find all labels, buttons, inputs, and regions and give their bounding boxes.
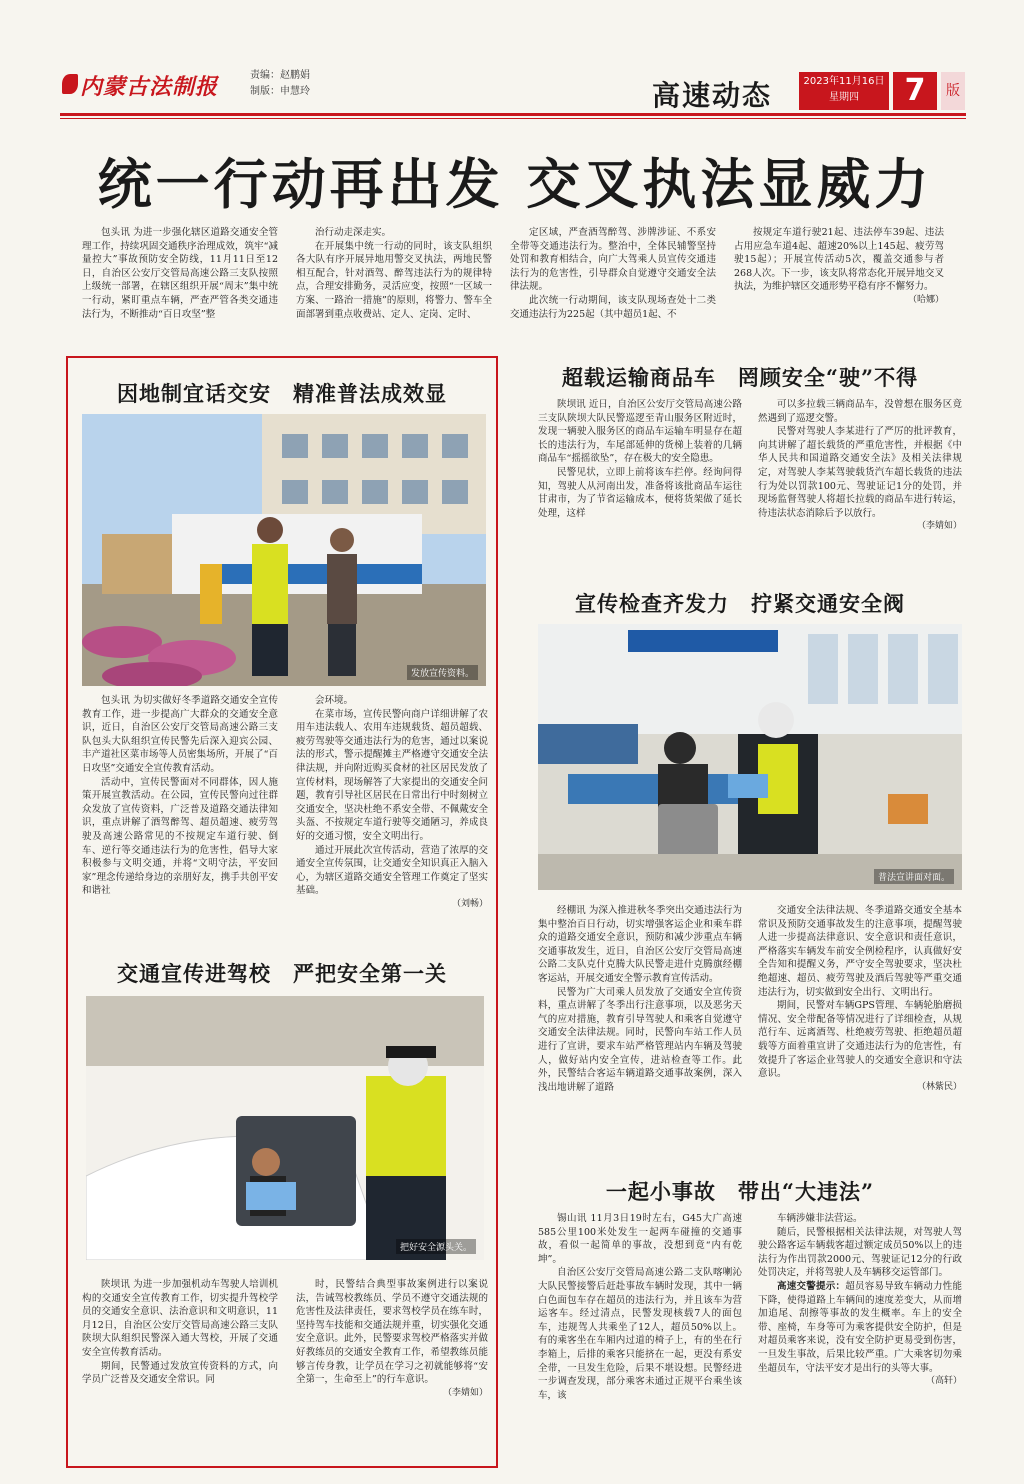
driving-school-photo [86,996,484,1260]
editor-credits [250,68,310,100]
article-b-title: 交通宣传进驾校 严把安全第一关 [117,961,447,986]
article-e-column-2 [758,1212,962,1389]
article-a-author: （刘畅） [451,898,488,909]
bus-station-photo [538,624,962,890]
tip-label: 高速交警提示： [777,1280,846,1292]
article-d-title: 宣传检查齐发力 拧紧交通安全阀 [575,591,905,616]
article-e-title: 一起小事故 带出“大违法” [605,1179,875,1204]
section-title: 高速动态 [652,79,773,112]
page-ban-label: 版 [941,72,965,110]
lead-column-3 [510,226,716,321]
newspaper-logo: 内蒙古法制报 [80,74,219,100]
article-d-author: （林紫民） [916,1081,962,1092]
article-b-author: （李婧如） [442,1387,488,1398]
article-c-column-1 [538,398,742,520]
lead-column-2 [296,226,492,321]
lead-text: 按规定车道行驶21起、违法停车39起、违法占用应急车道4起、超速20%以上145起、疲劳驾驶15起）；开展宣传活动5次，覆盖交通参与者268人次。下一步，该支队将常态化开展异地交叉执法，为维护辖区交通形势平稳有序不懈努力。 [734,227,944,293]
article-e-author: （高轩） [925,1376,962,1387]
article-a-photo [82,414,486,686]
producer-name: 制版：申慧玲 [250,86,310,97]
article-d-text: 经棚讯 为深入推进秋冬季突出交通违法行为集中整治百日行动，切实增强客运企业和乘车群众的道路交通安全意识，预防和减少涉重点车辆交通事故发生，近日，自治区公安厅交管局高速公路二支队克什克腾大队民警走进什克腾旗经棚客运站，开展交通安全警示教育宣传活动。 民警为广大司乘人员发放了交通安全宣传资料，重点讲解了冬季出行注意事项，以及恶劣天气的应对措施，教育引导驾驶人和乘客自觉遵守交通安全法律法规。同时，民警向车站工作人员进行了宣讲，要求车站严格管理站内车辆及驾驶人，做好站内安全宣传，进站检查等工作。此外，民警结合客运车辆道路交通事故案例，深入浅出地讲解了道路 [538,905,742,1093]
lead-text: 治行动走深走实。 在开展集中统一行动的同时，该支队组织各大队有序开展异地用警交叉执法，两地民警相互配合，针对酒驾、醉驾违法行为的规律特点，合理安排勤务，灵活应变，按照“一区域一方案、一路治一措施”的原则，将警力、警车全面部署到重点收费站、定人、定岗、定时、 [296,227,492,320]
article-d-column-2 [758,904,962,1094]
masthead-rule [60,113,966,116]
article-a-caption: 发放宣传资料。 [407,665,478,680]
editor-name: 责编：赵鹏娟 [250,70,310,81]
lead-text: 定区域，严查酒驾醉驾、涉牌涉证、不系安全带等交通违法行为。整治中，全体民辅警坚持处罚和教育相结合，向广大驾乘人员宣传交通违法行为的危害性，引导群众自觉遵守交通安全法律法规。 此次统一行动期间，该支队现场查处十二类交通违法行为225起（其中超员1起、不 [510,227,716,320]
article-b-photo [86,996,484,1260]
lead-author: （哈娜） [907,294,944,305]
issue-weekday: 星期四 [829,92,859,103]
article-a-text: 包头讯 为切实做好冬季道路交通安全宣传教育工作，进一步提高广大群众的交通安全意识，近日，自治区公安厅交管局高速公路三支队包头大队组织宣传民警先后深入迎宾公园、丰产道社区菜市场等人员密集场所，开展了“百日攻坚”交通安全宣传教育活动。 活动中，宣传民警面对不同群体，因人施策开展宣教活动。在公园，宣传民警向过往群众发放了宣传资料，广泛普及道路交通法律知识，重点讲解了酒驾醉驾、超员超速、疲劳驾驶及高速公路常见的不按规定车道行驶、倒车、逆行等交通违法行为的危害性，倡导大家积极参与文明交通，并将“文明守法，平安回家”理念传递给身边的亲朋好友，携手共创平安和谐社 [82,695,278,897]
date-box [799,72,889,110]
article-a-column-1 [82,694,278,898]
article-d-text: 交通安全法律法规、冬季道路交通安全基本常识及预防交通事故发生的注意事项，提醒驾驶人进一步提高法律意识、安全意识和责任意识，严格落实车辆发车前安全例检程序，认真做好安全告知和提醒义务，严守安全驾驶要求，坚决杜绝超速、超员、疲劳驾驶及酒后驾驶等严重交通违法行为，切实做到安全出行、文明出行。 期间，民警对车辆GPS管理、车辆轮胎磨损情况、安全带配备等情况进行了详细检查，从规范行车、远离酒驾、杜绝疲劳驾驶、拒绝超员超载等方面着重宣讲了交通违法行为的危害性，有效提升了客运企业驾驶人的交通安全意识和守法意识。 [758,905,962,1080]
logo-mark-icon [62,74,78,94]
page-number: 7 [893,72,937,110]
lead-column-4 [734,226,944,308]
article-b-text: 时，民警结合典型事故案例进行以案说法，告诫驾校教练员、学员不遵守交通法规的危害性及法律责任，要求驾校学员在练车时，坚持驾车技能和交通法规并重，切实强化交通安全意识。此外，民警要求驾校严格落实并做好教练员的交通安全教育工作，希望教练员能够言传身教，让学员在学习之初就能够将“安全第一，生命至上”的行车意识。 [296,1279,488,1386]
article-c-text: 可以多拉载三辆商品车，没曾想在服务区竟然遇到了巡逻交警。 民警对驾驶人李某进行了严厉的批评教育，向其讲解了超长载货的严重危害性，并根据《中华人民共和国道路交通安全法》及相关法律规定，对驾驶人李某驾驶载货汽车超长载货的违法行为处以罚款100元、驾驶证记1分的处罚，并现场监督驾驶人将超长拉载的商品车进行转运，待违法状态消除后予以放行。 [758,399,962,519]
article-c-author: （李婧如） [916,521,962,532]
article-e-text: 车辆涉嫌非法营运。 随后，民警根据相关法律法规，对驾驶人驾驶公路客运车辆载客超过额定成员50%以上的违法行为作出罚款2000元、驾驶证记12分的行政处罚决定，并将驾驶人及车辆移交运管部门。 [758,1213,962,1279]
lead-text: 包头讯 为进一步强化辖区道路交通安全管理工作，持续巩固交通秩序治理成效，筑牢“减量控大”事故预防安全防线，11月11日至12日，自治区公安厅交管局高速公路三支队按照上级统一部署，在辖区组织开展“周末”集中统一行动，紧盯重点车辆，严查严管各类交通违法行为，不断推动“百日攻坚”整 [82,227,278,320]
article-a-column-2 [296,694,488,912]
masthead-rule-thin [60,118,966,119]
article-d-caption: 普法宣讲面对面。 [874,869,954,884]
article-b-caption: 把好安全源头关。 [396,1239,476,1254]
main-headline: 统一行动再出发 交叉执法显威力 [97,152,933,216]
article-d-photo [538,624,962,890]
article-c-text: 陕坝讯 近日，自治区公安厅交管局高速公路三支队陕坝大队民警巡逻至青山服务区附近时，发现一辆驶入服务区的商品车运输车明显存在超长的违法行为，车尾部延伸的货梯上装着的几辆商品车“摇摇欲坠”，存在极大的安全隐患。 民警见状，立即上前将该车拦停。经询问得知，驾驶人从河南出发，准备将该批商品车运往甘肃市，为了节省运输成本，便将货架做了延长处理，这样 [538,399,742,519]
article-e-tip [758,1280,962,1375]
article-b-column-2 [296,1278,488,1400]
roadside-propaganda-photo [82,414,486,686]
article-c-column-2 [758,398,962,534]
article-c-title: 超载运输商品车 罔顾安全“驶”不得 [561,365,919,390]
article-d-column-1 [538,904,742,1094]
lead-column-1 [82,226,278,321]
issue-date: 2023年11月16日 [803,76,885,87]
tip-text: 超员容易导致车辆动力性能下降，使得道路上车辆间的速度差变大，从而增加追尾、刮擦等事故的发生概率。车上的安全带、座椅，车身等可为乘客提供安全防护，但是对超员乘客来说，没有安全防护更易受到伤害，一旦发生事故，后果比较严重。广大乘客切勿乘坐超员车，守法平安才是出行的头等大事。 [758,1280,962,1374]
article-e-text: 锡山讯 11月3日19时左右，G45大广高速585公里100米处发生一起两车碰撞的交通事故，看似一起简单的事故，没想到竟“内有乾坤”。 自治区公安厅交管局高速公路二支队喀喇沁大队民警接警后赶赴事故车辆时发现，其中一辆白色面包车存在超员的违法行为，并且该车为营运客车。经过清点，民警发现核载7人的面包车，违规驾人共乘坐了12人，超员50%以上。有的乘客坐在车厢内过道的椅子上，有的坐在行李箱上，后排的乘客只能挤在一起，更没有系安全带，一旦发生危险，后果不堪设想。民警经进一步调查发现，部分乘客未通过正规平台乘坐该车，该 [538,1213,742,1401]
article-b-column-1 [82,1278,278,1387]
article-a-title: 因地制宜话交安 精准普法成效显 [117,381,447,406]
article-e-column-1 [538,1212,742,1402]
article-a-text: 会环境。 在菜市场，宣传民警向商户详细讲解了农用车违法载人、农用车违规载货、超员超载、疲劳驾驶等交通违法行为的危害，通过以案说法的形式，警示提醒摊主严格遵守交通安全法律法规，并向附近购买食材的社区居民发放了宣传材料，现场解答了大家提出的交通安全问题，教育引导社区居民在日常出行中时刻树立交通安全，坚决杜绝不系安全带、不佩戴安全头盔、不按规定车道行驶等交通陋习，养成良好的交通习惯，安全文明出行。 通过开展此次宣传活动，营造了浓厚的交通安全宣传氛围，让交通安全知识真正入脑入心，为辖区道路交通安全管理工作奠定了坚实基础。 [296,695,488,897]
article-b-text: 陕坝讯 为进一步加强机动车驾驶人培训机构的交通安全宣传教育工作，切实提升驾校学员的交通安全意识、法治意识和文明意识，11月12日，自治区公安厅交管局高速公路三支队陕坝大队组织民警深入通大驾校，开展了交通安全宣传教育活动。 期间，民警通过发放宣传资料的方式，向学员广泛普及交通安全常识。同 [82,1279,278,1386]
